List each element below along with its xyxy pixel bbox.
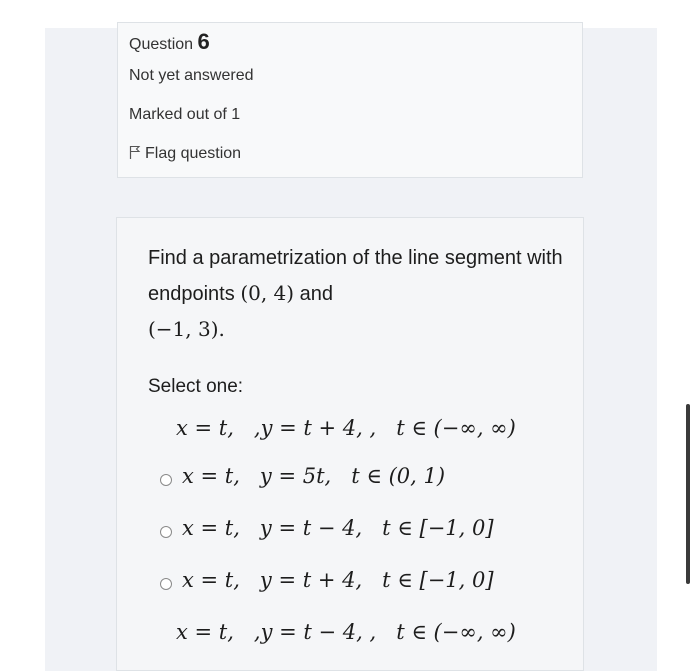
endpoint-a: (0, 4) [240,281,295,305]
answer-option-4-radio[interactable] [160,578,172,590]
select-one-label: Select one: [148,376,244,397]
answer-option-2[interactable]: x = t, y = 5t, t ∈ (0, 1) [182,464,446,488]
flag-question-link[interactable] [129,145,241,163]
answer-option-2-radio[interactable] [160,474,172,486]
answer-option-3-radio[interactable] [160,526,172,538]
scrollbar-thumb[interactable] [686,404,690,584]
question-heading [129,29,210,55]
question-text-body: Find a parametrization of the line segment with endpoints [148,247,563,305]
question-text-panel [116,217,584,671]
question-status: Not yet answered [129,67,254,84]
question-text-and: and [299,283,334,305]
question-info-panel [117,22,583,178]
answer-option-4[interactable]: x = t, y = t + 4, t ∈ [−1, 0] [182,568,494,592]
question-text [148,241,568,348]
endpoint-b: (−1, 3). [148,317,225,341]
question-label: Question [129,36,194,53]
answer-option-3[interactable]: x = t, y = t − 4, t ∈ [−1, 0] [182,516,494,540]
question-marks: Marked out of 1 [129,106,241,123]
question-number: 6 [197,29,210,54]
flag-icon [129,145,141,159]
answer-option-5[interactable]: x = t, ,y = t − 4, , t ∈ (−∞, ∞) [176,620,516,644]
answer-option-1[interactable]: x = t, ,y = t + 4, , t ∈ (−∞, ∞) [176,416,516,440]
flag-question-label: Flag question [145,145,242,162]
